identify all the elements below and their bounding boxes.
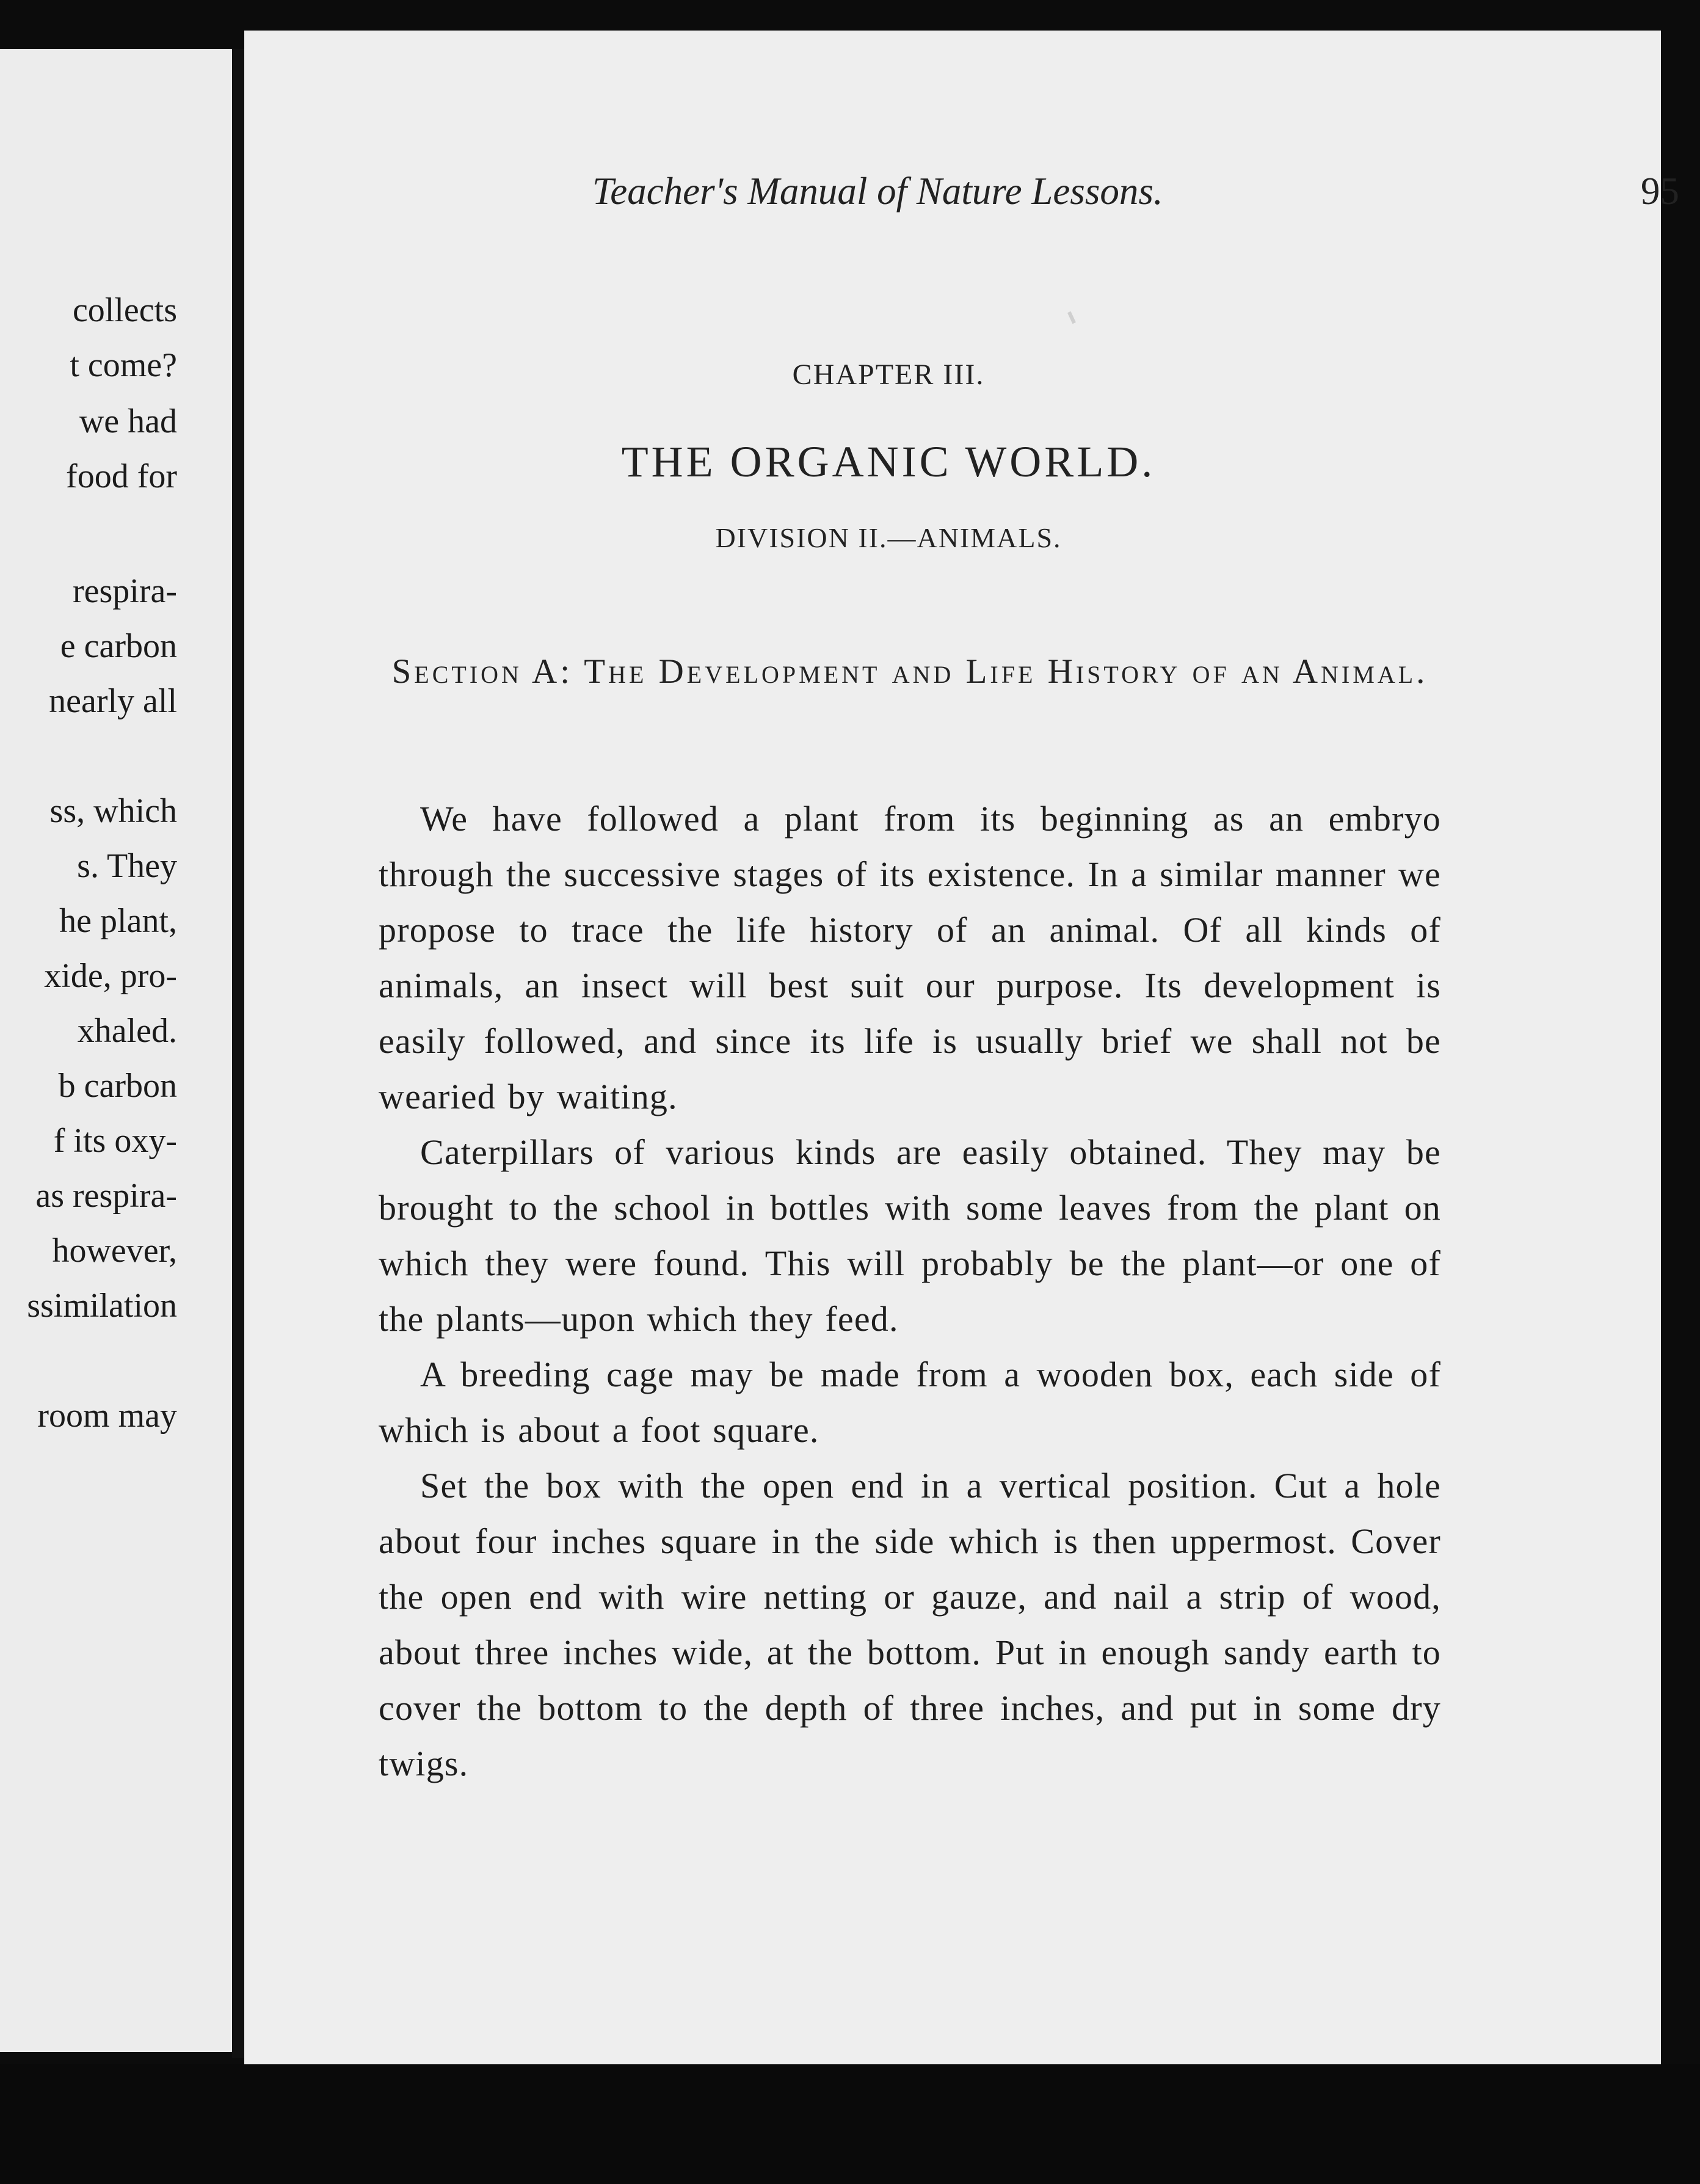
left-page-line: we had [79, 402, 177, 440]
left-page-line: ss, which [49, 792, 177, 830]
left-page-line: however, [52, 1232, 177, 1270]
left-page-line: food for [66, 457, 177, 495]
page-number: 95 [1641, 170, 1679, 213]
left-page-line: collects [72, 291, 177, 329]
left-page-line: xide, pro- [44, 957, 177, 995]
scan-bottom-border [0, 2064, 1700, 2184]
left-page-line: e carbon [60, 627, 177, 665]
left-page-line: b carbon [58, 1067, 177, 1105]
running-head-title: Teacher's Manual of Nature Lessons. [592, 170, 1163, 213]
left-page-line: t come? [70, 346, 177, 384]
paragraph: We have followed a plant from its beginning as an embryo through the successive stages of its existence. In a similar manner we propose to trace the life history of an animal. Of all kinds of animals, an insect will best suit our purpose. Its development is easily followed, and since its life is usually brief we shall not be wearied by waiting. [379, 799, 1441, 1116]
part-title: THE ORGANIC WORLD. [621, 437, 1156, 486]
left-page-line: he plant, [59, 902, 177, 940]
chapter-heading: CHAPTER III. [792, 359, 985, 391]
section-heading: Section A: The Development and Life History of an Animal. [391, 652, 1428, 691]
left-page-line: f its oxy- [53, 1122, 177, 1160]
paragraph: Set the box with the open end in a vertical position. Cut a hole about four inches square in the side which is then uppermost. Cover the open end with wire netting or gauze, and nail a strip of wood, about three inches wide, at the bottom. Put in enough sandy earth to cover the bottom to the depth of three inches, and put in some dry twigs. [379, 1466, 1441, 1783]
left-page-line: room may [37, 1397, 177, 1435]
left-page-line: nearly all [49, 682, 177, 720]
book-spine-shadow [232, 49, 245, 2058]
paragraph: Caterpillars of various kinds are easily obtained. They may be brought to the school in bottles with some leaves from the plant on which they were found. This will probably be the plant—or one of the plants—upon which they feed. [379, 1132, 1441, 1339]
body-text [379, 791, 1441, 1791]
left-page-line: s. They [77, 847, 177, 885]
left-page-line: ssimilation [27, 1287, 177, 1325]
main-page [244, 31, 1679, 2064]
division-heading: DIVISION II.—ANIMALS. [715, 522, 1062, 553]
left-page-line: xhaled. [77, 1012, 177, 1050]
facing-left-page [0, 49, 232, 2052]
paragraph: A breeding cage may be made from a wooden box, each side of which is about a foot square. [379, 1355, 1441, 1450]
left-page-line: respira- [72, 572, 177, 610]
scan-speck [1067, 311, 1076, 324]
left-page-line: as respira- [35, 1177, 177, 1215]
